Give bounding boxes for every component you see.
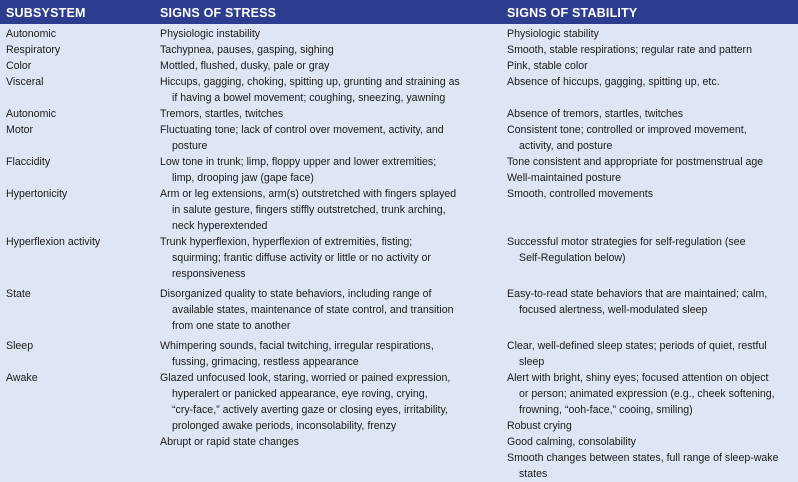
cell-line: or person; animated expression (e.g., cheek softening,: [519, 388, 775, 400]
cell-line: Smooth, controlled movements: [507, 188, 654, 200]
cell-line: squirming; frantic diffuse activity or little or no activity or: [172, 252, 431, 264]
stability-cell: [507, 154, 797, 186]
cell-line: limp, drooping jaw (gape face): [172, 172, 314, 184]
cell-line: Easy-to-read state behaviors that are maintained; calm,: [507, 288, 768, 300]
cell-line: fussing, grimacing, restless appearance: [172, 356, 359, 368]
cell-line: Clear, well-defined sleep states; periods of quiet, restful: [507, 340, 767, 352]
subsystem-cell: Respiratory: [6, 44, 61, 56]
stress-cell: [160, 154, 490, 186]
stability-cell: [507, 122, 797, 154]
stress-cell: [160, 74, 490, 106]
stability-cell: [507, 434, 797, 482]
stability-cell: [507, 74, 797, 90]
cell-line: posture: [172, 140, 208, 152]
cell-line: from one state to another: [172, 320, 291, 332]
cell-line: Robust crying: [507, 420, 572, 432]
cell-line: Trunk hyperflexion, hyperflexion of extremities, fisting;: [160, 236, 413, 248]
cell-line: Abrupt or rapid state changes: [160, 436, 299, 448]
cell-line: Tachypnea, pauses, gasping, sighing: [160, 44, 334, 56]
cell-line: Alert with bright, shiny eyes; focused attention on object: [507, 372, 769, 384]
stress-cell: [160, 370, 490, 434]
cell-line: if having a bowel movement; coughing, sneezing, yawning: [172, 92, 446, 104]
table-row: [0, 72, 798, 104]
header-signs-of-stability: SIGNS OF STABILITY: [507, 6, 638, 20]
cell-line: Mottled, flushed, dusky, pale or gray: [160, 60, 330, 72]
cell-line: prolonged awake periods, inconsolability, frenzy: [172, 420, 397, 432]
table-row: [0, 184, 798, 232]
table-row: [0, 56, 798, 72]
header-subsystem: SUBSYSTEM: [6, 6, 86, 20]
cell-line: Absence of tremors, startles, twitches: [507, 108, 684, 120]
subsystem-cell: Autonomic: [6, 28, 57, 40]
cell-line: Consistent tone; controlled or improved movement,: [507, 124, 747, 136]
stress-cell: [160, 286, 490, 334]
subsystem-cell: Awake: [6, 372, 38, 384]
table-row: [0, 152, 798, 184]
table-row: [0, 232, 798, 284]
stability-cell: [507, 286, 797, 318]
cell-line: Tremors, startles, twitches: [160, 108, 284, 120]
cell-line: frowning, “ooh-face,” cooing, smiling): [519, 404, 693, 416]
table-row: [0, 120, 798, 152]
cell-line: Physiologic stability: [507, 28, 599, 40]
cell-line: Absence of hiccups, gagging, spitting up, etc.: [507, 76, 720, 88]
cell-line: Arm or leg extensions, arm(s) outstretched with fingers splayed: [160, 188, 457, 200]
subsystem-cell: Color: [6, 60, 32, 72]
cell-line: Well-maintained posture: [507, 172, 622, 184]
table-row: [0, 104, 798, 120]
cell-line: Fluctuating tone; lack of control over movement, activity, and: [160, 124, 444, 136]
table-row: [0, 40, 798, 56]
stress-cell: [160, 434, 490, 450]
subsystem-cell: Motor: [6, 124, 34, 136]
cell-line: Tone consistent and appropriate for postmenstrual age: [507, 156, 764, 168]
table-header: [0, 0, 798, 24]
stability-cell: [507, 338, 797, 370]
stress-cell: [160, 122, 490, 154]
table-row: [0, 336, 798, 368]
header-signs-of-stress: SIGNS OF STRESS: [160, 6, 277, 20]
cell-line: sleep: [519, 356, 545, 368]
subsystem-cell: Autonomic: [6, 108, 57, 120]
subsystem-cell: Hypertonicity: [6, 188, 68, 200]
cell-line: Self-Regulation below): [519, 252, 626, 264]
stress-cell: [160, 186, 490, 234]
cell-line: “cry-face,” actively averting gaze or closing eyes, irritability,: [172, 404, 448, 416]
table-row: [0, 24, 798, 40]
stress-cell: [160, 234, 490, 282]
cell-line: Hiccups, gagging, choking, spitting up, grunting and straining as: [160, 76, 460, 88]
stability-cell: [507, 186, 797, 202]
subsystem-cell: Sleep: [6, 340, 34, 352]
cell-line: Smooth, stable respirations; regular rate and pattern: [507, 44, 752, 56]
cell-line: states: [519, 468, 548, 480]
subsystem-cell: Visceral: [6, 76, 44, 88]
cell-line: Low tone in trunk; limp, floppy upper and lower extremities;: [160, 156, 437, 168]
cell-line: Smooth changes between states, full range of sleep-wake: [507, 452, 779, 464]
table-row: [0, 432, 798, 480]
stability-cell: [507, 370, 797, 434]
cell-line: Whimpering sounds, facial twitching, irregular respirations,: [160, 340, 434, 352]
cell-line: Glazed unfocused look, staring, worried or pained expression,: [160, 372, 451, 384]
stability-cell: [507, 234, 797, 266]
table-row: [0, 368, 798, 432]
table-body: [0, 24, 798, 480]
cell-line: available states, maintenance of state control, and transition: [172, 304, 454, 316]
cell-line: Physiologic instability: [160, 28, 261, 40]
cell-line: neck hyperextended: [172, 220, 268, 232]
cell-line: focused alertness, well-modulated sleep: [519, 304, 708, 316]
cell-line: Good calming, consolability: [507, 436, 636, 448]
cell-line: activity, and posture: [519, 140, 613, 152]
subsystem-cell: State: [6, 288, 31, 300]
cell-line: Successful motor strategies for self-regulation (see: [507, 236, 746, 248]
cell-line: hyperalert or panicked appearance, eye roving, crying,: [172, 388, 428, 400]
table-row: [0, 284, 798, 336]
stress-cell: [160, 338, 490, 370]
cell-line: in salute gesture, fingers stiffly outstretched, trunk arching,: [172, 204, 446, 216]
subsystem-cell: Hyperflexion activity: [6, 236, 101, 248]
cell-line: responsiveness: [172, 268, 246, 280]
cell-line: Disorganized quality to state behaviors, including range of: [160, 288, 432, 300]
subsystem-cell: Flaccidity: [6, 156, 51, 168]
cell-line: Pink, stable color: [507, 60, 588, 72]
